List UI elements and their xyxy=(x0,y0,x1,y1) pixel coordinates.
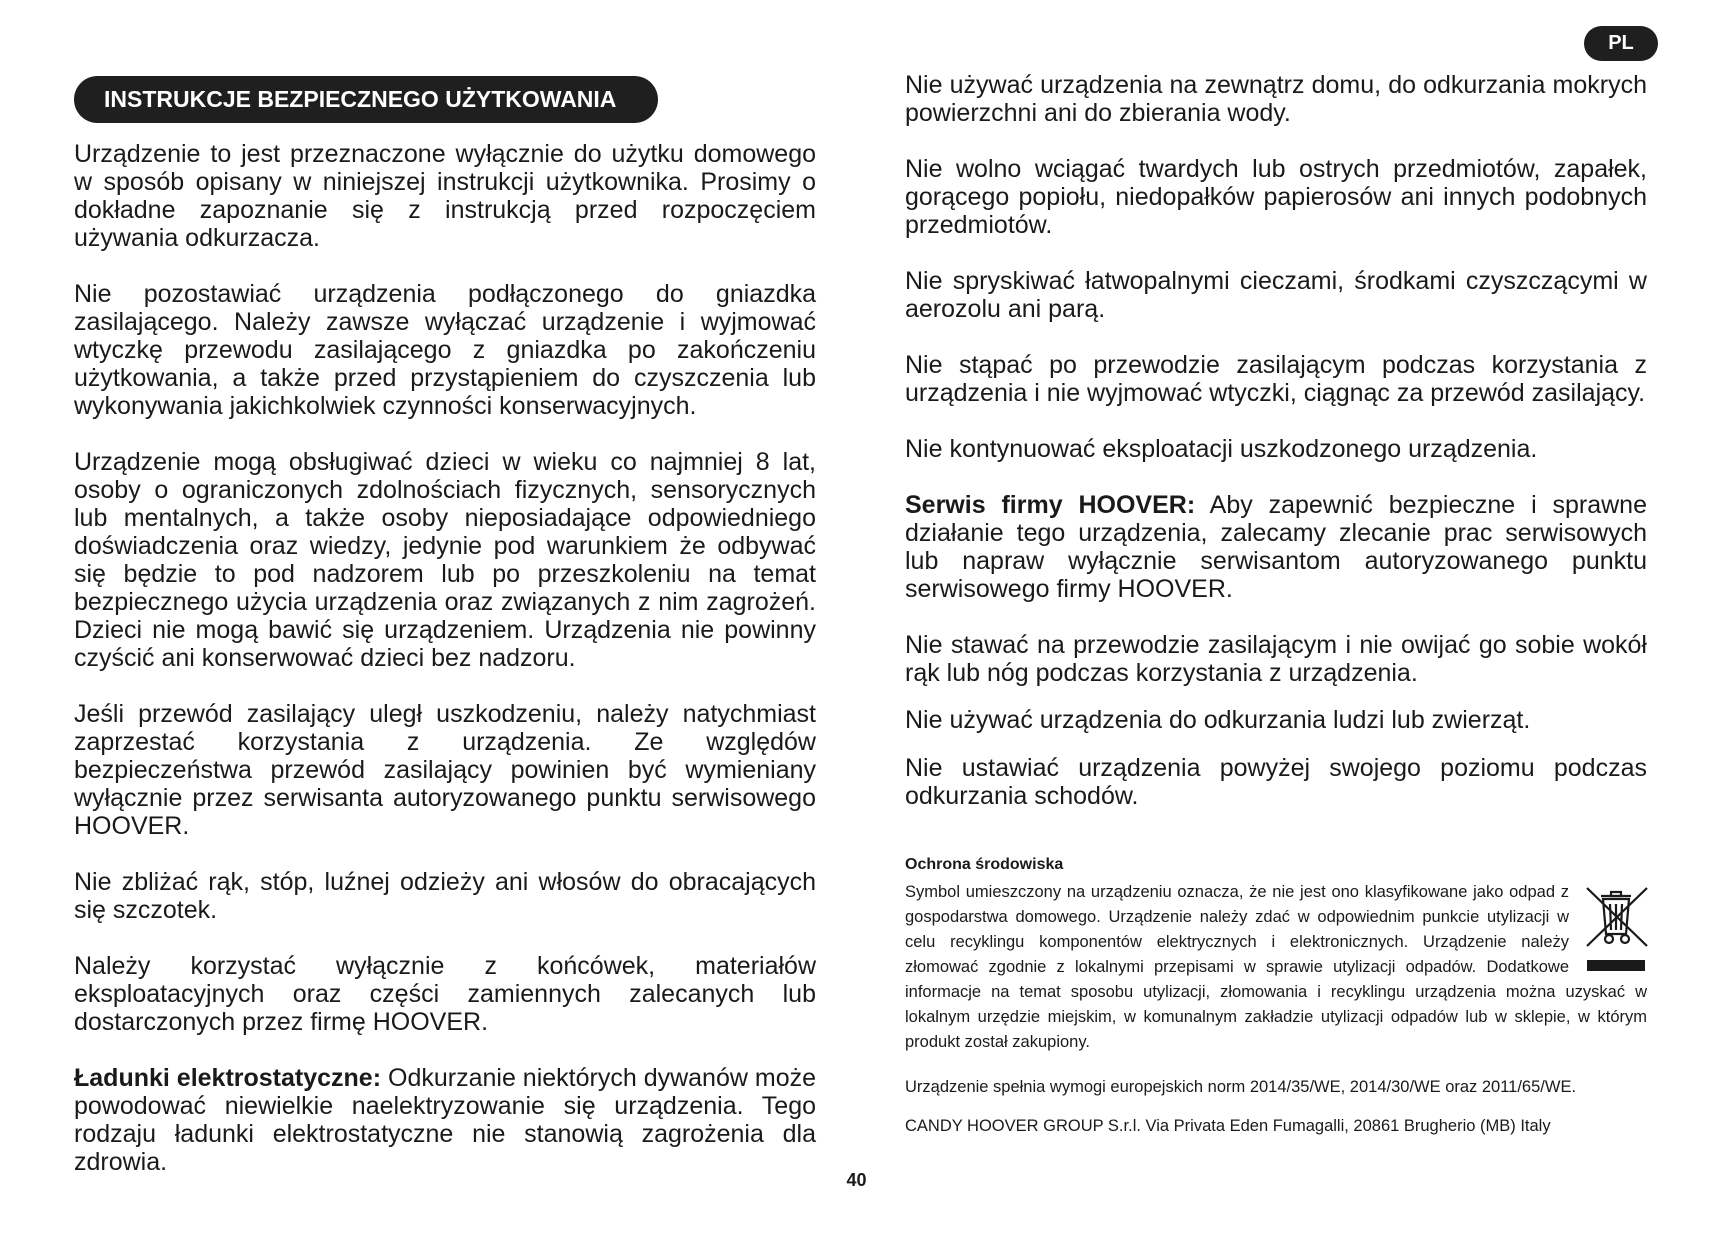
paragraph-brushes: Nie zbliżać rąk, stóp, luźnej odzieży ani włosów do obracających się szczotek. xyxy=(74,868,816,924)
paragraph-damaged-device: Nie kontynuować eksploatacji uszkodzonego urządzenia. xyxy=(905,435,1538,463)
paragraph-intended-use: Urządzenie to jest przeznaczone wyłącznie do użytku domowego w sposób opisany w niniejszej instrukcji użytkownika. Prosimy o dokładne zapoznanie się z instrukcją przed rozpoczęciem używania odkurzacza. xyxy=(74,140,816,252)
environment-section xyxy=(905,855,1647,1055)
electrostatic-label: Ładunki elektrostatyczne: xyxy=(74,1064,382,1092)
left-column xyxy=(74,140,816,1204)
environment-title: Ochrona środowiska xyxy=(905,856,1064,873)
compliance-note: Urządzenie spełnia wymogi europejskich norm 2014/35/WE, 2014/30/WE oraz 2011/65/WE. xyxy=(905,1078,1577,1096)
paragraph-damaged-cord: Jeśli przewód zasilający uległ uszkodzeniu, należy natychmiast zaprzestać korzystania z urządzenia. Ze względów bezpieczeństwa przewód zasilający powinien być wymieniany wyłącznie przez serwisanta autoryzowanego punktu serwisowego HOOVER. xyxy=(74,700,816,840)
paragraph-cord-wrap: Nie stawać na przewodzie zasilającym i nie owijać go sobie wokół rąk lub nóg podczas korzystania z urządzenia. xyxy=(905,631,1647,687)
environment-text: Symbol umieszczony na urządzeniu oznacza, że nie jest ono klasyfikowane jako odpad z gospodarstwa domowego. Urządzenie należy zdać w odpowiednim punkcie utylizacji w celu recyklingu komponentów elektrycznych i elektronicznych. Urządzenie należy złomować zgodnie z lokalnymi przepisami w sprawie utylizacji odpadów. Dodatkowe informacje na temat sposobu utylizacji, złomowania i recyklingu urządzenia można uzyskać w lokalnym urzędzie miejskim, w komunalnym zakładzie utylizacji odpadów lub w sklepie, w którym produkt został zakupiony. xyxy=(905,883,1647,1051)
paragraph-people-animals: Nie używać urządzenia do odkurzania ludzi lub zwierząt. xyxy=(905,706,1531,734)
paragraph-electrostatic xyxy=(74,1064,816,1176)
service-label: Serwis firmy HOOVER: xyxy=(905,491,1196,519)
company-address: CANDY HOOVER GROUP S.r.l. Via Privata Eden Fumagalli, 20861 Brugherio (MB) Italy xyxy=(905,1117,1551,1135)
section-title: INSTRUKCJE BEZPIECZNEGO UŻYTKOWANIA xyxy=(74,76,658,123)
language-badge: PL xyxy=(1584,26,1658,61)
paragraph-accessories: Należy korzystać wyłącznie z końcówek, materiałów eksploatacyjnych oraz części zamiennych zalecanych lub dostarczonych przez firmę HOOVER. xyxy=(74,952,816,1036)
paragraph-outdoor: Nie używać urządzenia na zewnątrz domu, do odkurzania mokrych powierzchni ani do zbierania wody. xyxy=(905,71,1647,127)
paragraph-cord-step: Nie stąpać po przewodzie zasilającym podczas korzystania z urządzenia i nie wyjmować wtyczki, ciągnąc za przewód zasilający. xyxy=(905,351,1647,407)
paragraph-children: Urządzenie mogą obsługiwać dzieci w wieku co najmniej 8 lat, osoby o ograniczonych zdolnościach fizycznych, sensorycznych lub mentalnych, a także osoby nieposiadające odpowiedniego doświadczenia oraz wiedzy, jedynie pod warunkiem że odbywać się będzie to pod nadzorem lub po przeszkoleniu na temat bezpiecznego użycia urządzenia oraz związanych z nim zagrożeń. Dzieci nie mogą bawić się urządzeniem. Urządzenia nie powinny czyścić ani konserwować dzieci bez nadzoru. xyxy=(74,448,816,672)
weee-crossed-bin-icon xyxy=(1579,882,1655,978)
paragraph-service xyxy=(905,491,1647,603)
paragraph-hard-objects: Nie wolno wciągać twardych lub ostrych przedmiotów, zapałek, gorącego popiołu, niedopałków papierosów ani innych podobnych przedmiotów. xyxy=(905,155,1647,239)
right-column xyxy=(905,71,1647,810)
page-number: 40 xyxy=(846,1170,867,1190)
paragraph-unplug: Nie pozostawiać urządzenia podłączonego do gniazdka zasilającego. Należy zawsze wyłączać urządzenie i wyjmować wtyczkę przewodu zasilającego z gniazdka po zakończeniu użytkowania, a także przed przystąpieniem do czyszczenia lub wykonywania jakichkolwiek czynności konserwacyjnych. xyxy=(74,280,816,420)
paragraph-flammable: Nie spryskiwać łatwopalnymi cieczami, środkami czyszczącymi w aerozolu ani parą. xyxy=(905,267,1647,323)
paragraph-stairs: Nie ustawiać urządzenia powyżej swojego poziomu podczas odkurzania schodów. xyxy=(905,754,1647,810)
service-text: Aby zapewnić bezpieczne i sprawne działanie tego urządzenia, zalecamy zlecanie prac serwisowych lub napraw wyłącznie serwisantom autoryzowanego punktu serwisowego firmy HOOVER. xyxy=(905,491,1647,603)
electrostatic-text: Odkurzanie niektórych dywanów może powodować niewielkie naelektryzowanie się urządzenia. Tego rodzaju ładunki elektrostatyczne nie stanowią zagrożenia dla zdrowia. xyxy=(74,1064,816,1176)
